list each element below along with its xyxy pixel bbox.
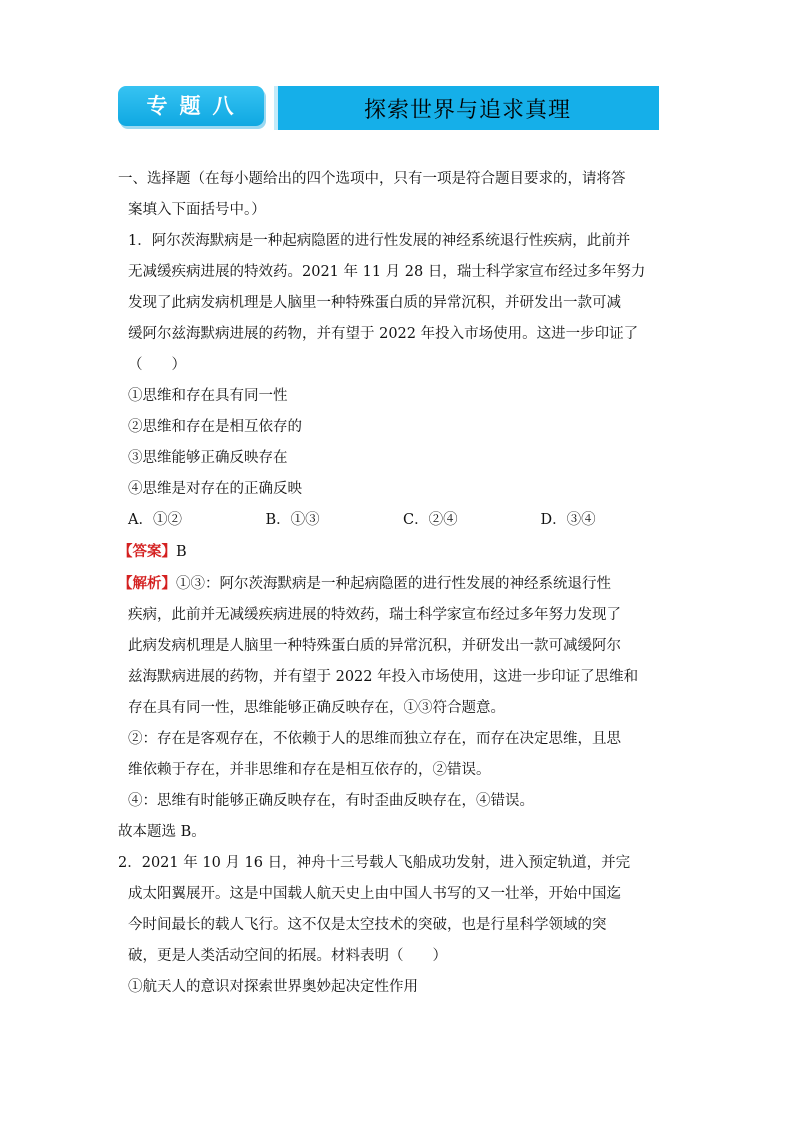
option-c: C．②④ <box>403 512 458 528</box>
answer-line <box>118 536 678 568</box>
option-a: A．①② <box>128 512 182 528</box>
answer-value: B <box>176 544 187 560</box>
analysis-text: ①③：阿尔茨海默病是一种起病隐匿的进行性发展的神经系统退行性 <box>176 576 611 592</box>
question-stem-line: 1．阿尔茨海默病是一种起病隐匿的进行性发展的神经系统退行性疾病，此前并 <box>128 233 631 249</box>
analysis-line: 维依赖于存在，并非思维和存在是相互依存的，②错误。 <box>128 762 491 778</box>
analysis-line: 兹海默病进展的药物，并有望于 2022 年投入市场使用，这进一步印证了思维和 <box>128 669 639 685</box>
answer-options <box>118 505 678 536</box>
section-heading-line: 案填入下面括号中。） <box>128 202 266 218</box>
option-d: D．③④ <box>540 512 596 528</box>
question-1 <box>118 226 678 848</box>
question-stem-line: 缓阿尔兹海默病进展的药物，并有望于 2022 年投入市场使用。这进一步印证了 <box>128 326 639 342</box>
statement: ④思维是对存在的正确反映 <box>128 481 302 497</box>
topic-banner <box>118 86 659 130</box>
question-stem-line: （ ） <box>128 357 186 373</box>
statement: ②思维和存在是相互依存的 <box>128 419 302 435</box>
statement: ①航天人的意识对探索世界奥妙起决定性作用 <box>128 979 418 995</box>
statement: ③思维能够正确反映存在 <box>128 450 288 466</box>
section-heading-line: 一、选择题（在每小题给出的四个选项中，只有一项是符合题目要求的，请将答 <box>118 171 626 187</box>
topic-tag: 专题八 <box>118 86 264 126</box>
statement: ①思维和存在具有同一性 <box>128 388 288 404</box>
analysis-line: ②：存在是客观存在，不依赖于人的思维而独立存在，而存在决定思维，且思 <box>128 731 621 747</box>
question-stem-line: 今时间最长的载人飞行。这不仅是太空技术的突破，也是行星科学领域的突 <box>128 917 607 933</box>
analysis-line: 此病发病机理是人脑里一种特殊蛋白质的异常沉积，并研发出一款可减缓阿尔 <box>128 638 621 654</box>
analysis-line: 存在具有同一性，思维能够正确反映存在，①③符合题意。 <box>128 700 505 716</box>
option-b: B．①③ <box>265 512 320 528</box>
analysis-label: 【解析】 <box>118 575 176 592</box>
topic-title: 探索世界与追求真理 <box>274 86 659 130</box>
question-stem-line: 2．2021 年 10 月 16 日，神舟十三号载人飞船成功发射，进入预定轨道，并完 <box>118 855 631 871</box>
question-stem-line: 发现了此病发病机理是人脑里一种特殊蛋白质的异常沉积，并研发出一款可减 <box>128 295 621 311</box>
document-body <box>118 164 678 1003</box>
question-2 <box>118 848 678 1003</box>
question-stem-line: 成太阳翼展开。这是中国载人航天史上由中国人书写的又一壮举，开始中国迄 <box>128 886 621 902</box>
answer-label: 【答案】 <box>118 543 176 560</box>
analysis-line: 故本题选 B。 <box>118 824 206 840</box>
analysis-line: 疾病，此前并无减缓疾病进展的特效药，瑞士科学家宣布经过多年努力发现了 <box>128 607 621 623</box>
question-stem-line: 无减缓疾病进展的特效药。2021 年 11 月 28 日，瑞士科学家宣布经过多年努力 <box>128 264 646 280</box>
question-stem-line: 破，更是人类活动空间的拓展。材料表明（ ） <box>128 948 447 964</box>
analysis-line <box>118 568 678 600</box>
analysis-line: ④：思维有时能够正确反映存在，有时歪曲反映存在，④错误。 <box>128 793 534 809</box>
